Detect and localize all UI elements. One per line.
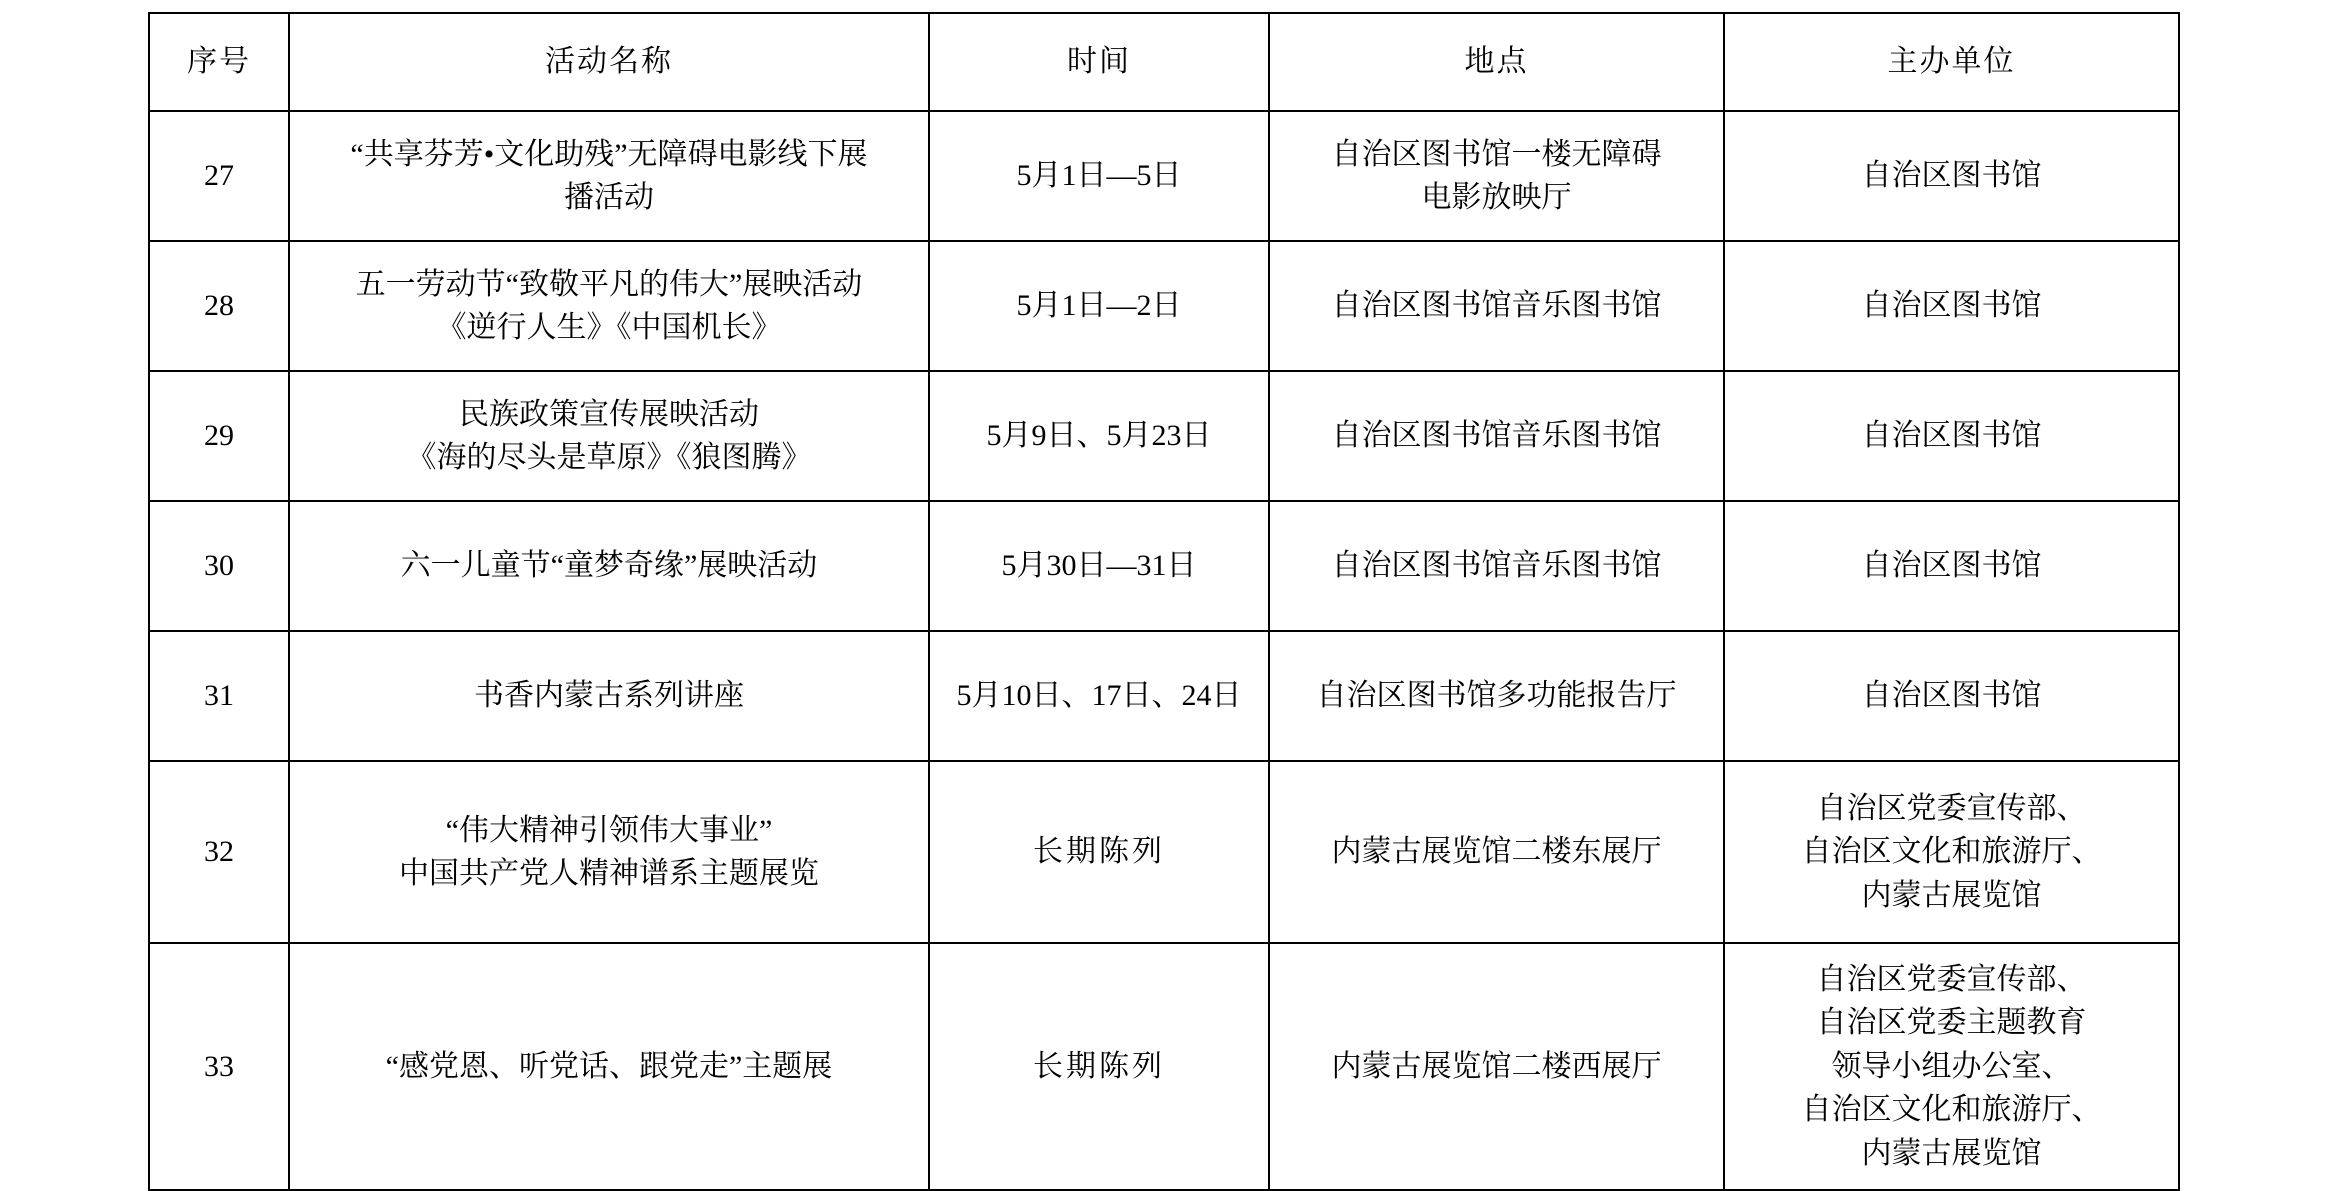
text-line: 自治区图书馆 <box>1861 419 2042 453</box>
text-line: “伟大精神引领伟大事业” <box>445 813 773 847</box>
text-line: 电影放映厅 <box>1421 181 1572 214</box>
text-line: 自治区图书馆一楼无障碍 <box>1331 137 1662 171</box>
table-row <box>149 241 2179 371</box>
row-time: 5月30日—31日 <box>929 501 1269 631</box>
row-index: 31 <box>149 631 289 761</box>
text-line: 五一劳动节“致敬平凡的伟大”展映活动 <box>355 267 863 301</box>
text-line: 自治区图书馆音乐图书馆 <box>1331 289 1662 323</box>
column-header-organizer: 主办单位 <box>1724 13 2179 111</box>
row-activity-name <box>289 631 929 761</box>
table-row <box>149 631 2179 761</box>
row-place <box>1269 501 1724 631</box>
text-line: 内蒙古展览馆 <box>1861 878 2042 912</box>
column-header-place: 地点 <box>1269 13 1724 111</box>
row-activity-name <box>289 111 929 241</box>
table-row <box>149 111 2179 241</box>
text-line: “感党恩、听党话、跟党走”主题展 <box>385 1049 833 1083</box>
text-line: 自治区图书馆 <box>1861 549 2042 583</box>
row-organizer <box>1724 761 2179 943</box>
text-line: 自治区党委主题教育 <box>1816 1006 2087 1040</box>
row-time: 5月9日、5月23日 <box>929 371 1269 501</box>
row-time: 5月1日—2日 <box>929 241 1269 371</box>
row-activity-name <box>289 371 929 501</box>
row-organizer <box>1724 631 2179 761</box>
text-line: 自治区党委宣传部、 <box>1816 962 2087 996</box>
text-line: 中国共产党人精神谱系主题展览 <box>399 857 819 890</box>
text-line: 自治区图书馆 <box>1861 679 2042 713</box>
text-line: 自治区图书馆音乐图书馆 <box>1331 419 1662 453</box>
row-organizer <box>1724 943 2179 1190</box>
row-place <box>1269 943 1724 1190</box>
text-line: 领导小组办公室、 <box>1831 1049 2072 1083</box>
row-index: 27 <box>149 111 289 241</box>
text-line: 民族政策宣传展映活动 <box>459 397 759 431</box>
row-index: 33 <box>149 943 289 1190</box>
row-index: 32 <box>149 761 289 943</box>
row-organizer <box>1724 111 2179 241</box>
text-line: 自治区文化和旅游厅、 <box>1801 835 2102 869</box>
row-place <box>1269 761 1724 943</box>
table-row <box>149 761 2179 943</box>
table-header-row <box>149 13 2179 111</box>
row-place <box>1269 631 1724 761</box>
table-row <box>149 943 2179 1190</box>
table-header <box>149 13 2179 111</box>
column-header-index: 序号 <box>149 13 289 111</box>
text-line: 自治区图书馆 <box>1861 289 2042 323</box>
table-body <box>149 111 2179 1190</box>
row-index: 28 <box>149 241 289 371</box>
row-index: 29 <box>149 371 289 501</box>
row-activity-name <box>289 501 929 631</box>
text-line: 内蒙古展览馆二楼东展厅 <box>1331 835 1662 869</box>
column-header-activity-name: 活动名称 <box>289 13 929 111</box>
row-time: 5月1日—5日 <box>929 111 1269 241</box>
text-line: 播活动 <box>564 181 654 214</box>
row-index: 30 <box>149 501 289 631</box>
row-organizer <box>1724 241 2179 371</box>
text-line: 《逆行人生》《中国机长》 <box>436 311 782 344</box>
row-time: 长期陈列 <box>929 943 1269 1190</box>
table-row <box>149 501 2179 631</box>
row-place <box>1269 371 1724 501</box>
text-line: 自治区党委宣传部、 <box>1816 791 2087 825</box>
row-activity-name <box>289 241 929 371</box>
row-organizer <box>1724 371 2179 501</box>
text-line: 自治区图书馆 <box>1861 159 2042 193</box>
text-line: 内蒙古展览馆 <box>1861 1136 2042 1170</box>
table-row <box>149 371 2179 501</box>
row-activity-name <box>289 943 929 1190</box>
activity-table-container <box>148 12 2178 1191</box>
text-line: 《海的尽头是草原》《狼图腾》 <box>406 441 812 474</box>
text-line: 六一儿童节“童梦奇缘”展映活动 <box>400 549 818 583</box>
row-place <box>1269 241 1724 371</box>
column-header-time: 时间 <box>929 13 1269 111</box>
activity-schedule-table <box>148 12 2180 1191</box>
text-line: 自治区图书馆多功能报告厅 <box>1316 679 1677 713</box>
row-place <box>1269 111 1724 241</box>
row-organizer <box>1724 501 2179 631</box>
row-activity-name <box>289 761 929 943</box>
row-time: 长期陈列 <box>929 761 1269 943</box>
text-line: 自治区图书馆音乐图书馆 <box>1331 549 1662 583</box>
row-time: 5月10日、17日、24日 <box>929 631 1269 761</box>
text-line: 自治区文化和旅游厅、 <box>1801 1093 2102 1127</box>
text-line: 书香内蒙古系列讲座 <box>474 679 744 713</box>
text-line: 内蒙古展览馆二楼西展厅 <box>1331 1049 1662 1083</box>
text-line: “共享芬芳•文化助残”无障碍电影线下展 <box>350 137 868 171</box>
